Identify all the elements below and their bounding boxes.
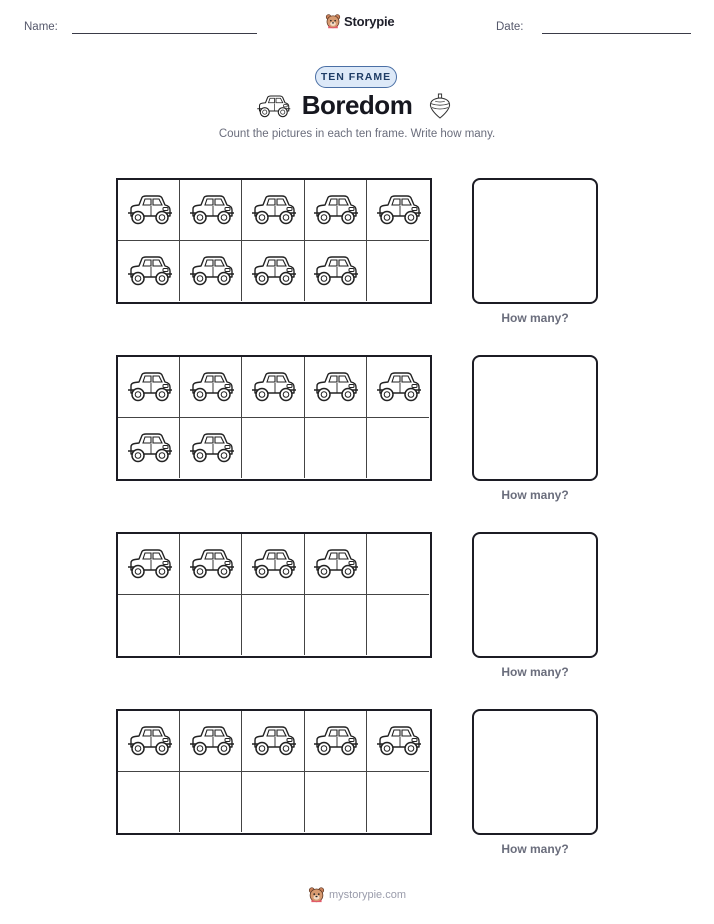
car-icon [125,192,173,228]
instructions: Count the pictures in each ten frame. Write how many. [218,128,496,140]
car-icon [249,369,297,405]
answer-box[interactable] [472,178,598,304]
ten-frame-cell [118,357,180,418]
car-icon [249,546,297,582]
ten-frame-cell [367,595,429,656]
car-icon [187,253,235,289]
ten-frame-cell [242,595,304,656]
name-label: Name: [24,21,58,33]
ten-frame-cell [367,418,429,479]
ten-frame-cell [180,357,242,418]
name-line[interactable] [72,33,257,34]
brand-logo [325,13,394,29]
ten-frame-1 [116,178,432,304]
car-icon [311,723,359,759]
ten-frame-cell [242,418,304,479]
ten-frame-cell [180,595,242,656]
date-line[interactable] [542,33,691,34]
car-icon [187,369,235,405]
ten-frame-cell [242,534,304,595]
ten-frame-cell [242,772,304,833]
ten-frame-2 [116,355,432,481]
ten-frame-cell [118,241,180,302]
ten-frame-cell [180,241,242,302]
ten-frame-cell [242,180,304,241]
how-many-label: How many? [501,311,569,325]
ten-frame-cell [305,180,367,241]
answer-box[interactable] [472,355,598,481]
spinning-top-icon [428,92,452,120]
ten-frame-4 [116,709,432,835]
how-many-label: How many? [501,665,569,679]
car-icon [125,546,173,582]
ten-frame-cell [180,418,242,479]
ten-frame-cell [242,241,304,302]
footer [0,886,714,903]
ten-frame-cell [118,180,180,241]
car-icon [187,430,235,466]
ten-frame-cell [180,534,242,595]
bear-mascot-icon [325,13,341,29]
car-icon [374,192,422,228]
ten-frame-cell [305,534,367,595]
car-icon [311,369,359,405]
ten-frame-cell [118,534,180,595]
ten-frame-cell [305,711,367,772]
how-many-label: How many? [501,488,569,502]
ten-frame-cell [305,418,367,479]
car-icon [249,192,297,228]
ten-frame-cell [305,241,367,302]
car-icon [311,253,359,289]
ten-frame-cell [305,595,367,656]
car-icon [125,430,173,466]
car-icon [125,253,173,289]
ten-frame-cell [180,711,242,772]
date-label: Date: [496,21,524,33]
brand-name: Storypie [344,13,395,29]
car-icon [311,546,359,582]
car-icon [374,723,422,759]
page-title: Boredom [301,90,413,120]
ten-frame-cell [367,711,429,772]
car-icon [255,93,291,120]
footer-site: mystorypie.com [328,888,407,901]
car-icon [187,546,235,582]
ten-frame-cell [180,180,242,241]
ten-frame-cell [367,180,429,241]
ten-frame-cell [118,418,180,479]
car-icon [187,723,235,759]
ten-frame-cell [367,772,429,833]
ten-frame-cell [305,772,367,833]
ten-frame-cell [180,772,242,833]
car-icon [249,723,297,759]
car-icon [125,369,173,405]
car-icon [187,192,235,228]
ten-frame-cell [242,357,304,418]
ten-frame-cell [118,711,180,772]
ten-frame-cell [367,357,429,418]
ten-frame-cell [367,241,429,302]
car-icon [374,369,422,405]
car-icon [125,723,173,759]
ten-frame-cell [118,772,180,833]
bear-mascot-icon [308,886,325,903]
ten-frame-badge: TEN FRAME [315,66,397,88]
ten-frame-cell [118,595,180,656]
how-many-label: How many? [501,842,569,856]
car-icon [249,253,297,289]
ten-frame-cell [305,357,367,418]
ten-frame-3 [116,532,432,658]
answer-box[interactable] [472,532,598,658]
car-icon [311,192,359,228]
ten-frame-cell [242,711,304,772]
answer-box[interactable] [472,709,598,835]
ten-frame-cell [367,534,429,595]
